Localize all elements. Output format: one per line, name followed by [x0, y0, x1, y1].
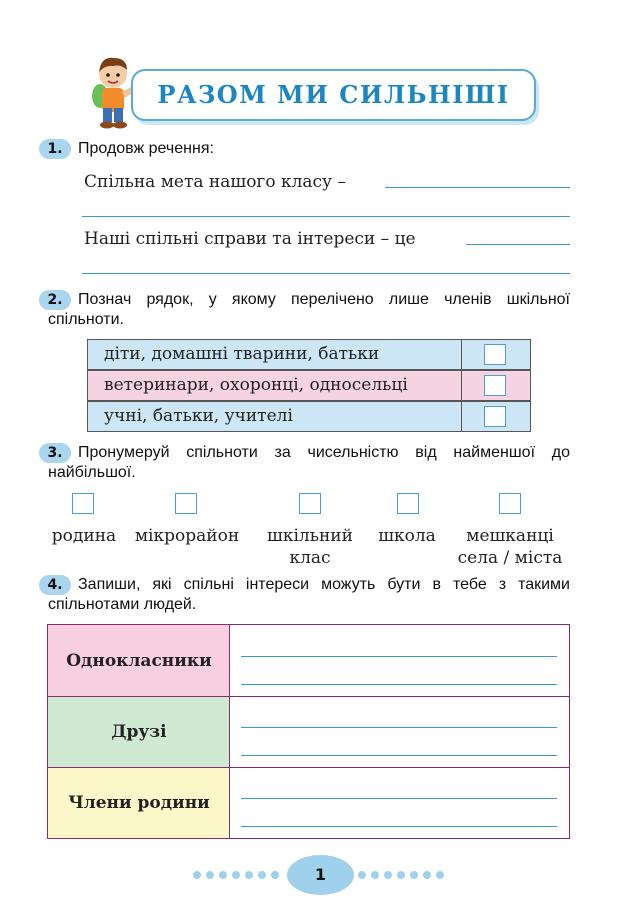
task2-row-label: учні, батьки, учителі — [104, 406, 293, 426]
answer-line[interactable] — [82, 273, 570, 274]
footer-dot — [219, 871, 227, 879]
footer-dot — [232, 871, 240, 879]
footer-dot — [410, 871, 418, 879]
task2-checkbox-3[interactable] — [484, 406, 506, 427]
task3-number-box-2[interactable] — [175, 493, 197, 514]
task3-prompt: Пронумеруй спільноти за чисельністю від найменшої до найбільшої. — [48, 444, 570, 481]
task4-label-family: Члени родини — [48, 768, 230, 838]
footer-dot — [358, 871, 366, 879]
task4-label-friends: Друзі — [48, 697, 230, 767]
footer-dot — [397, 871, 405, 879]
answer-line[interactable] — [241, 656, 557, 657]
footer-dot — [436, 871, 444, 879]
task3-item-family: родина — [51, 526, 117, 546]
answer-line[interactable] — [466, 244, 570, 245]
answer-line[interactable] — [82, 216, 570, 217]
task2-row-label: ветеринари, охоронці, односельці — [104, 375, 408, 395]
page-title: РАЗОМ МИ СИЛЬНІШІ — [157, 80, 510, 109]
task4-label-classmates: Однокласники — [48, 625, 230, 696]
task2-checkbox-1[interactable] — [484, 344, 506, 365]
footer-dot — [423, 871, 431, 879]
task3-item-residents: мешканці села / міста — [457, 526, 563, 568]
page-number: 1 — [287, 855, 354, 895]
task1-sentence-2: Наші спільні справи та інтереси – це — [84, 229, 416, 249]
task3-item-class: шкільний клас — [267, 526, 353, 568]
task2-row-2 — [87, 370, 531, 401]
task3-item-school: школа — [378, 526, 436, 546]
footer-dot — [258, 871, 266, 879]
task-number-1: 1. — [39, 139, 71, 159]
answer-line[interactable] — [241, 684, 557, 685]
task2-checkbox-2[interactable] — [484, 375, 506, 396]
footer-dot — [193, 871, 201, 879]
footer-dot — [271, 871, 279, 879]
answer-line[interactable] — [385, 187, 570, 188]
task3-number-box-3[interactable] — [299, 493, 321, 514]
task3-number-box-5[interactable] — [499, 493, 521, 514]
task2-row-1 — [87, 339, 531, 370]
answer-line[interactable] — [241, 755, 557, 756]
answer-line[interactable] — [241, 798, 557, 799]
task2-prompt: Познач рядок, у якому перелічено лише членів шкільної спільноти. — [48, 291, 570, 328]
task1-sentence-1: Спільна мета нашого класу – — [84, 172, 346, 192]
task4-prompt: Запиши, які спільні інтереси можуть бути в тебе з такими спільнотами людей. — [48, 576, 570, 613]
task3-item-district: мікрорайон — [134, 526, 240, 546]
task-number-3: 3. — [39, 443, 71, 463]
task2-row-3 — [87, 401, 531, 432]
footer-dot — [206, 871, 214, 879]
footer-dot — [371, 871, 379, 879]
task-number-4: 4. — [39, 575, 71, 595]
task3-number-box-1[interactable] — [72, 493, 94, 514]
task-number-2: 2. — [39, 290, 71, 310]
task2-row-label: діти, домашні тварини, батьки — [104, 344, 380, 364]
answer-line[interactable] — [241, 727, 557, 728]
footer-dot — [245, 871, 253, 879]
task3-number-box-4[interactable] — [397, 493, 419, 514]
answer-line[interactable] — [241, 826, 557, 827]
task1-prompt: Продовж речення: — [78, 140, 214, 157]
footer-dot — [384, 871, 392, 879]
